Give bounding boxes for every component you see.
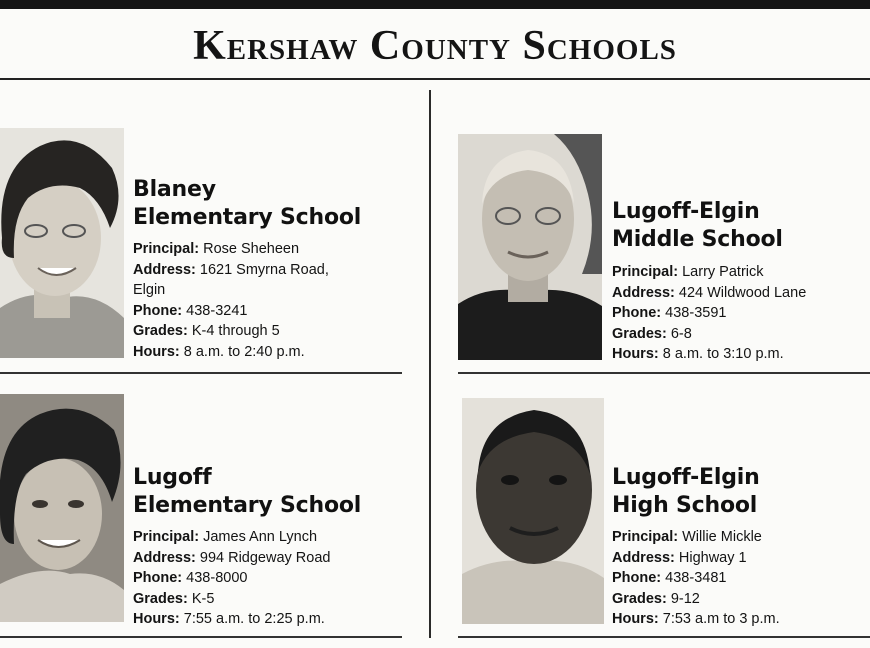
- row-rule: [458, 636, 870, 638]
- school-name-lugoff-elgin-high: Lugoff-Elgin High School: [612, 465, 760, 518]
- masthead-rule: [0, 78, 870, 80]
- column-divider: [429, 90, 431, 638]
- top-rule: [0, 0, 870, 9]
- school-details-lugoff-elementary: Principal: James Ann Lynch Address: 994 Ridgeway Road Phone: 438-8000 Grades: K-5 Hours: 7:55 a.m. to 2:25 p.m.: [133, 529, 331, 627]
- school-details-lugoff-elgin-high: Principal: Willie Mickle Address: Highway 1 Phone: 438-3481 Grades: 9-12 Hours: 7:53 a.m to 3 p.m.: [612, 529, 780, 627]
- masthead-title: Kershaw County Schools: [193, 23, 677, 69]
- school-name-blaney: Blaney Elementary School: [133, 177, 362, 230]
- row-rule: [0, 636, 402, 638]
- school-details-blaney: Principal: Rose Sheheen Address: 1621 Smyrna Road, Elgin Phone: 438-3241 Grades: K-4 through 5 Hours: 8 a.m. to 2:40 p.m.: [133, 241, 329, 360]
- principal-photo-lugoff-elgin-middle: [458, 134, 602, 360]
- school-name-lugoff-elementary: Lugoff Elementary School: [133, 465, 362, 518]
- principal-photo-blaney: [0, 128, 124, 358]
- school-name-lugoff-elgin-middle: Lugoff-Elgin Middle School: [612, 199, 783, 252]
- row-rule: [458, 372, 870, 374]
- school-details-lugoff-elgin-middle: Principal: Larry Patrick Address: 424 Wildwood Lane Phone: 438-3591 Grades: 6-8 Hours: 8 a.m. to 3:10 p.m.: [612, 264, 807, 362]
- principal-photo-lugoff-elementary: [0, 394, 124, 622]
- row-rule: [0, 372, 402, 374]
- principal-photo-lugoff-elgin-high: [462, 398, 604, 624]
